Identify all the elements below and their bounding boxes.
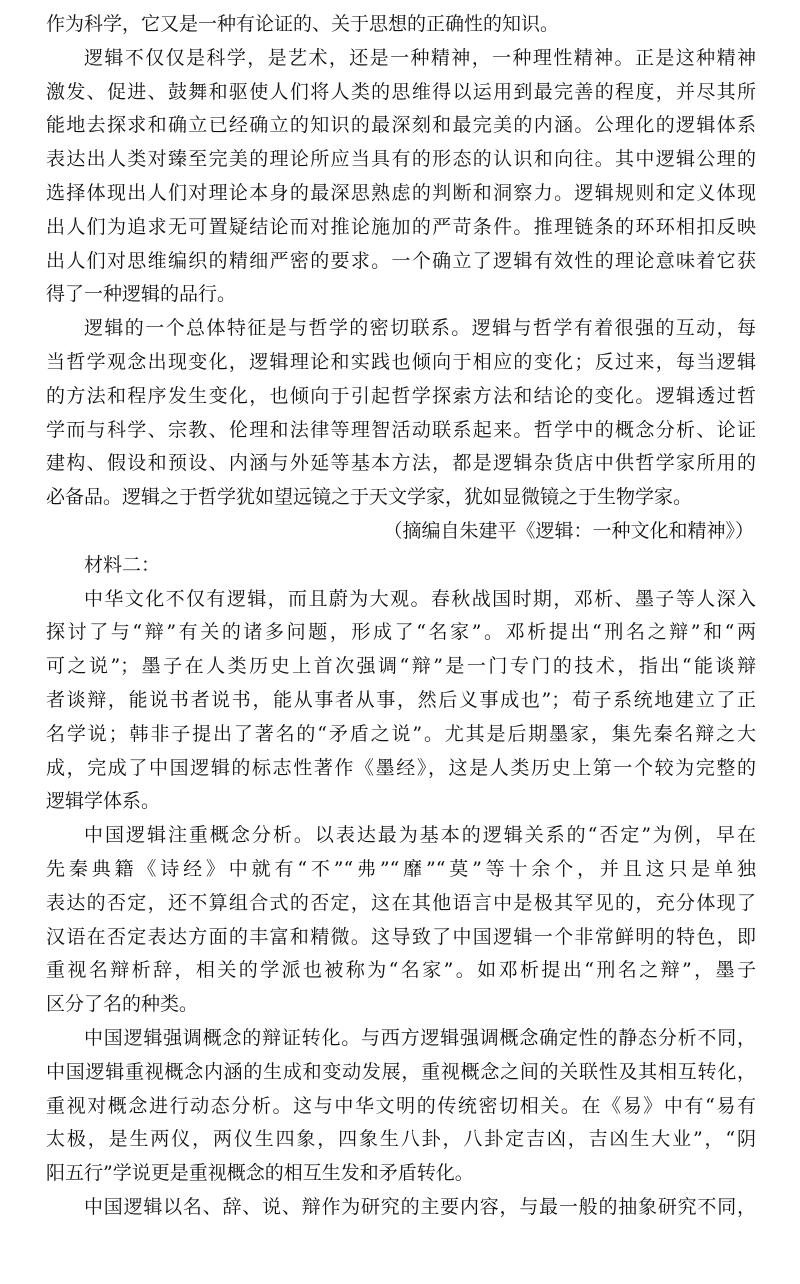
text-line: 表达的否定，还不算组合式的否定，这在其他语言中是极其罕见的，充分体现了: [46, 891, 756, 914]
text-line: 中国逻辑注重概念分析。以表达最为基本的逻辑关系的“否定”为例，早在: [84, 824, 756, 847]
text-line: 名学说；韩非子提出了著名的“矛盾之说”。尤其是后期墨家，集先秦名辩之大: [46, 722, 756, 745]
text-line: 太极，是生两仪，两仪生四象，四象生八卦，八卦定吉凶，吉凶生大业”，“阴: [46, 1128, 756, 1151]
text-line: 逻辑的一个总体特征是与哲学的密切联系。逻辑与哲学有着很强的互动，每: [84, 317, 756, 340]
text-line: 出人们对思维编织的精细严密的要求。一个确立了逻辑有效性的理论意味着它获: [46, 249, 756, 272]
text-line: 先秦典籍《诗经》中就有“不”“弗”“靡”“莫”等十余个，并且这只是单独: [46, 857, 756, 880]
text-line: 区分了名的种类。: [46, 993, 199, 1016]
text-line: 得了一种逻辑的品行。: [46, 283, 237, 306]
text-line: 作为科学，它又是一种有论证的、关于思想的正确性的知识。: [46, 13, 560, 35]
paragraph-logic-spirit: [46, 42, 756, 312]
paragraph-logic-philosophy: [46, 312, 756, 515]
text-line: 激发、促进、鼓舞和驱使人们将人类的思维得以运用到最完善的程度，并尽其所: [46, 80, 756, 103]
text-line: 者谈辩，能说书者说书，能从事者从事，然后义事成也”；荀子系统地建立了正: [46, 688, 756, 711]
text-line: 重视对概念进行动态分析。这与中华文明的传统密切相关。在《易》中有“易有: [46, 1094, 756, 1117]
source-citation: [46, 515, 756, 549]
text-line: 当哲学观念出现变化，逻辑理论和实践也倾向于相应的变化；反过来，每当逻辑: [46, 350, 756, 373]
text-line: 逻辑不仅仅是科学，是艺术，还是一种精神，一种理性精神。正是这种精神: [84, 46, 756, 69]
section-heading: [46, 549, 756, 583]
text-line: 成，完成了中国逻辑的标志性著作《墨经》，这是人类历史上第一个较为完整的: [46, 756, 756, 779]
text-line: 中国逻辑以名、辞、说、辩作为研究的主要内容，与最一般的抽象研究不同，: [84, 1195, 756, 1218]
text-line: 出人们为追求无可置疑结论而对推论施加的严苛条件。推理链条的环环相扣反映: [46, 215, 756, 238]
text-line: 能地去探求和确立已经确立的知识的最深刻和最完美的内涵。公理化的逻辑体系: [46, 114, 756, 137]
text-line: 学而与科学、宗教、伦理和法律等理智活动联系起来。哲学中的概念分析、论证: [46, 418, 756, 441]
citation-line: （摘编自朱建平《逻辑：一种文化和精神》）: [383, 519, 754, 542]
paragraph-dialectical-transformation: [46, 1022, 756, 1191]
text-line: 中国逻辑强调概念的辩证转化。与西方逻辑强调概念确定性的静态分析不同，: [84, 1026, 756, 1049]
paragraph-chinese-logic-overview: [46, 583, 756, 820]
text-line: 逻辑学体系。: [46, 790, 161, 813]
paragraph-research-content: [46, 1191, 756, 1225]
text-line: 的方法和程序发生变化，也倾向于引起哲学探索方法和结论的变化。逻辑透过哲: [46, 384, 756, 407]
text-line: 必备品。逻辑之于哲学犹如望远镜之于天文学家，犹如显微镜之于生物学家。: [46, 486, 693, 509]
text-line: 中华文化不仅有逻辑，而且蔚为大观。春秋战国时期，邓析、墨子等人深入: [84, 587, 756, 610]
text-line: 建构、假设和预设、内涵与外延等基本方法，都是逻辑杂货店中供哲学家所用的: [46, 452, 756, 475]
text-line: 选择体现出人们对理论本身的最深思熟虑的判断和洞察力。逻辑规则和定义体现: [46, 181, 756, 204]
text-line: 探讨了与“辩”有关的诸多问题，形成了“名家”。邓析提出“刑名之辩”和“两: [46, 621, 756, 644]
text-line: 重视名辩析辞，相关的学派也被称为“名家”。如邓析提出“刑名之辩”，墨子: [46, 959, 756, 982]
text-line: 可之说”；墨子在人类历史上首次强调“辩”是一门专门的技术，指出“能谈辩: [46, 655, 756, 678]
text-line: 中国逻辑重视概念内涵的生成和变动发展，重视概念之间的关联性及其相互转化，: [46, 1060, 756, 1083]
material-two-heading: 材料二：: [84, 553, 161, 576]
paragraph-continuation: [46, 8, 756, 42]
text-line: 汉语在否定表达方面的丰富和精微。这导致了中国逻辑一个非常鲜明的特色，即: [46, 925, 756, 948]
text-line: 表达出人类对臻至完美的理论所应当具有的形态的认识和向往。其中逻辑公理的: [46, 148, 756, 171]
text-line: 阳五行”学说更是重视概念的相互生发和矛盾转化。: [46, 1162, 474, 1185]
paragraph-concept-analysis: [46, 819, 756, 1022]
